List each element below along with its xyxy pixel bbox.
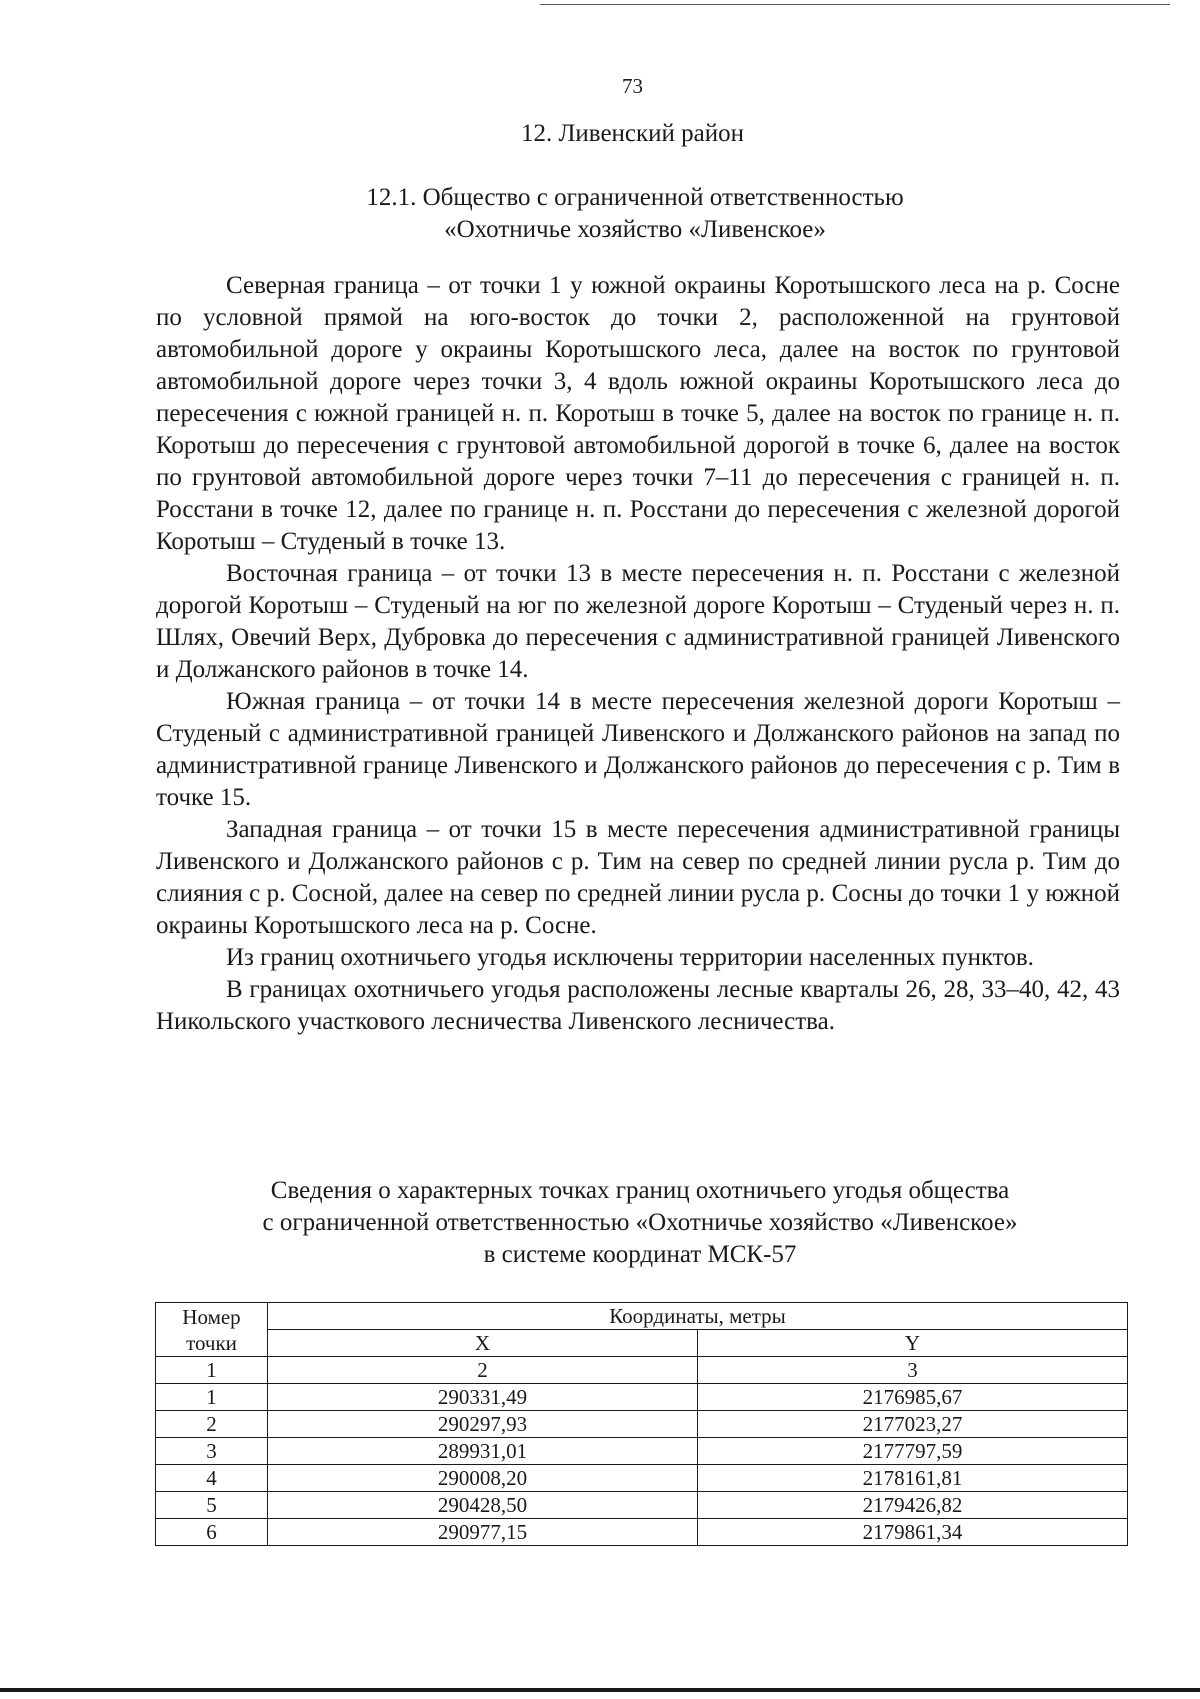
table-header-row [156, 1303, 1128, 1330]
point-number-cell: 3 [156, 1438, 268, 1465]
y-coordinate-cell: 2177797,59 [698, 1438, 1128, 1465]
table-row [156, 1411, 1128, 1438]
point-number-cell: 2 [156, 1411, 268, 1438]
column-number: 3 [698, 1357, 1128, 1384]
coordinates-table [155, 1302, 1128, 1546]
x-coordinate-cell: 290297,93 [268, 1411, 698, 1438]
x-coordinate-cell: 290008,20 [268, 1465, 698, 1492]
paragraph-forest-quarters: В границах охотничьего угодья расположены лесные кварталы 26, 28, 33–40, 42, 43 Никольского участкового лесничества Ливенского лесничества. [156, 976, 1120, 1035]
paragraph-east-border: Восточная граница – от точки 13 в месте пересечения н. п. Росстани с железной дорогой Коротыш – Студеный на юг по железной дороге Коротыш – Студеный через н. п. Шлях, Овечий Верх, Дубровка до пересечения с административной границей Ливенского и Должанского районов в точке 14. [156, 560, 1120, 683]
top-rule [540, 4, 1170, 5]
table-row [156, 1519, 1128, 1546]
table-row [156, 1465, 1128, 1492]
subsection-title-line: 12.1. Общество с ограниченной ответственностью [366, 184, 904, 211]
subsection-title-line: «Охотничье хозяйство «Ливенское» [444, 216, 826, 243]
y-coordinate-cell: 2178161,81 [698, 1465, 1128, 1492]
x-coordinate-cell: 290331,49 [268, 1384, 698, 1411]
header-x: X [268, 1330, 698, 1357]
table-row [156, 1384, 1128, 1411]
x-coordinate-cell: 289931,01 [268, 1438, 698, 1465]
x-coordinate-cell: 290428,50 [268, 1492, 698, 1519]
y-coordinate-cell: 2177023,27 [698, 1411, 1128, 1438]
body-text [156, 270, 1120, 1038]
page-number: 73 [622, 74, 643, 98]
paragraph-west-border: Западная граница – от точки 15 в месте пересечения административной границы Ливенского и Должанского районов с р. Тим на север по средней линии русла р. Тим до слияния с р. Сосной, далее на север по средней линии русла р. Сосны до точки 1 у южной окраины Коротышского леса на р. Сосне. [156, 816, 1120, 939]
bottom-rule [0, 1688, 1200, 1692]
paragraph-south-border: Южная граница – от точки 14 в месте пересечения железной дороги Коротыш – Студеный с административной границей Ливенского и Должанского районов на запад по административной границе Ливенского и Должанского районов до пересечения с р. Тим в точке 15. [156, 688, 1120, 811]
paragraph-north-border: Северная граница – от точки 1 у южной окраины Коротышского леса на р. Сосне по условной прямой на юго-восток до точки 2, расположенной на грунтовой автомобильной дороге у окраины Коротышского леса, далее на восток по грунтовой автомобильной дороге через точки 3, 4 вдоль южной окраины Коротышского леса до пересечения с южной границей н. п. Коротыш в точке 5, далее на восток по границе н. п. Коротыш до пересечения с грунтовой автомобильной дорогой в точке 6, далее на восток по грунтовой автомобильной дороге через точки 7–11 до пересечения с границей н. п. Росстани в точке 12, далее по границе н. п. Росстани до пересечения с железной дорогой Коротыш – Студеный в точке 13. [156, 272, 1120, 555]
point-number-cell: 6 [156, 1519, 268, 1546]
table-caption-line: с ограниченной ответственностью «Охотничье хозяйство «Ливенское» [262, 1209, 1018, 1236]
column-number: 1 [156, 1357, 268, 1384]
table-caption-line: Сведения о характерных точках границ охотничьего угодья общества [270, 1177, 1010, 1204]
table-caption [150, 1175, 1130, 1271]
y-coordinate-cell: 2179861,34 [698, 1519, 1128, 1546]
point-number-cell: 1 [156, 1384, 268, 1411]
y-coordinate-cell: 2176985,67 [698, 1384, 1128, 1411]
subsection-title [150, 182, 1120, 246]
column-number-row [156, 1357, 1128, 1384]
table-caption-line: в системе координат МСК-57 [483, 1241, 797, 1268]
header-point-number: Номер точки [156, 1303, 268, 1357]
header-coordinates: Координаты, метры [268, 1303, 1128, 1330]
paragraph-exclusions: Из границ охотничьего угодья исключены территории населенных пунктов. [226, 944, 1034, 971]
table-header-row [156, 1330, 1128, 1357]
table-row [156, 1438, 1128, 1465]
table-row [156, 1492, 1128, 1519]
point-number-cell: 4 [156, 1465, 268, 1492]
y-coordinate-cell: 2179426,82 [698, 1492, 1128, 1519]
header-y: Y [698, 1330, 1128, 1357]
x-coordinate-cell: 290977,15 [268, 1519, 698, 1546]
point-number-cell: 5 [156, 1492, 268, 1519]
section-title: 12. Ливенский район [520, 120, 745, 147]
column-number: 2 [268, 1357, 698, 1384]
